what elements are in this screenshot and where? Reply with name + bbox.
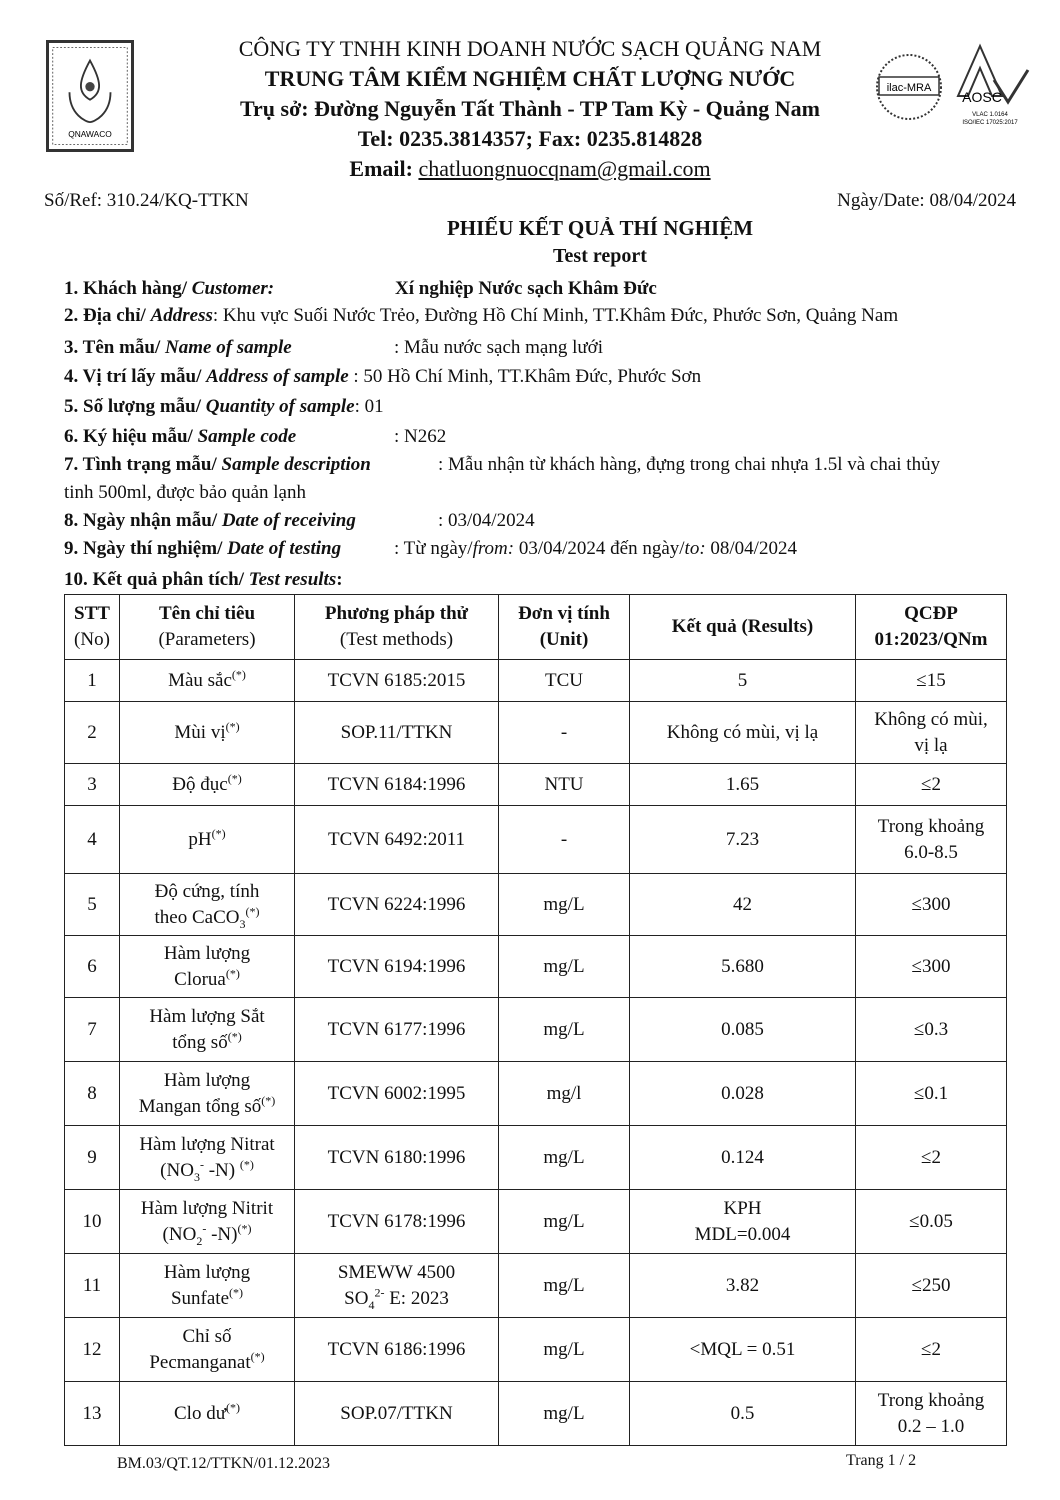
row-no [65, 1382, 120, 1446]
standard-value: Trong khoảng [877, 1389, 985, 1411]
row-no-value: 6 [87, 955, 97, 977]
param-cell [120, 998, 295, 1062]
standard-cell [856, 806, 1007, 874]
unit-cell [499, 660, 630, 702]
param-name: Hàm lượng Nitrit [140, 1197, 274, 1219]
method-part: SO [344, 1287, 369, 1309]
table-row [65, 1382, 1007, 1446]
col-unit-header: Đơn vị tính (Unit) [499, 595, 630, 660]
row-no [65, 1254, 120, 1318]
param-name-line2: Mangan tổng số [138, 1095, 262, 1117]
table-row [65, 998, 1007, 1062]
svg-text:ilac-MRA: ilac-MRA [886, 82, 932, 94]
result-value: 5 [737, 669, 748, 691]
param-cell [120, 1126, 295, 1190]
row-no [65, 936, 120, 998]
param-name-part: (NO [160, 1159, 194, 1181]
customer-line [64, 278, 657, 300]
standard-value-line2: 0.2 – 1.0 [897, 1415, 965, 1437]
method-cell [295, 874, 499, 936]
superscript: - [202, 1221, 207, 1236]
svg-text:VLAC 1.0164: VLAC 1.0164 [972, 112, 1008, 118]
unit-value: mg/L [543, 955, 585, 977]
accredited-mark: (*) [237, 1221, 252, 1236]
sample-description-line2: tinh 500ml, được bảo quản lạnh [64, 482, 306, 503]
param-name: Độ cứng, tính [154, 880, 260, 902]
method-cell [295, 806, 499, 874]
result-value: 5.680 [721, 955, 764, 977]
company-header [150, 34, 910, 184]
method-cell [295, 1126, 499, 1190]
company-phone: Tel: 0235.3814357; Fax: 0235.814828 [357, 126, 703, 151]
method-name: TCVN 6194:1996 [327, 955, 466, 977]
result-value: 1.65 [725, 773, 760, 795]
method-cell [295, 936, 499, 998]
accredited-mark: (*) [229, 1285, 244, 1300]
param-cell [120, 660, 295, 702]
param-name: pH [188, 828, 212, 850]
col-standard-header: QCĐP 01:2023/QNm [856, 595, 1007, 660]
param-name-line2: tổng số [172, 1031, 228, 1053]
standard-value: ≤300 [911, 893, 951, 915]
accredited-mark: (*) [261, 1093, 276, 1108]
method-cell [295, 1382, 499, 1446]
quantity-label: 5. Số lượng mẫu/ [64, 396, 206, 417]
sample-name-value: : Mẫu nước sạch mạng lưới [394, 337, 604, 358]
unit-cell [499, 1318, 630, 1382]
result-cell [630, 806, 856, 874]
result-cell [630, 1126, 856, 1190]
unit-cell [499, 936, 630, 998]
row-no [65, 1126, 120, 1190]
param-name: Độ đục [172, 773, 228, 795]
method-cell [295, 1190, 499, 1254]
receiving-date-label-en: Date of receiving [221, 510, 356, 531]
table-row [65, 874, 1007, 936]
receiving-date-line [64, 510, 535, 532]
customer-label-en: Customer: [191, 278, 275, 299]
param-cell [120, 806, 295, 874]
sample-code-label-en: Sample code [197, 426, 297, 447]
testing-to-en: to: [684, 538, 706, 559]
table-row [65, 660, 1007, 702]
result-value: 0.124 [721, 1146, 764, 1168]
standard-value: ≤300 [911, 955, 951, 977]
customer-label: 1. Khách hàng/ [64, 278, 192, 299]
accredited-mark: (*) [225, 966, 240, 981]
standard-cell [856, 936, 1007, 998]
row-no-value: 2 [87, 721, 97, 743]
method-name: TCVN 6186:1996 [327, 1338, 466, 1360]
standard-value: ≤2 [921, 1338, 941, 1360]
unit-value: - [560, 828, 568, 850]
testing-date-value [394, 538, 797, 560]
table-row [65, 806, 1007, 874]
table-row [65, 702, 1007, 764]
testing-from-en: from: [472, 538, 515, 559]
standard-cell [856, 702, 1007, 764]
unit-cell [499, 1062, 630, 1126]
row-no-value: 12 [82, 1338, 102, 1360]
row-no [65, 660, 120, 702]
quantity-value: : 01 [354, 396, 384, 417]
company-email-line [150, 154, 910, 184]
sample-name-line [64, 337, 604, 359]
param-name: Chỉ số [182, 1325, 232, 1347]
ilac-mra-logo [873, 45, 945, 129]
method-cell [295, 1318, 499, 1382]
method-name: SOP.07/TTKN [340, 1402, 453, 1424]
accredited-mark: (*) [211, 826, 226, 841]
standard-cell [856, 874, 1007, 936]
table-row [65, 1062, 1007, 1126]
method-cell [295, 764, 499, 806]
accredited-mark: (*) [227, 771, 242, 786]
row-no-value: 8 [87, 1082, 97, 1104]
table-row [65, 1126, 1007, 1190]
unit-value: mg/L [543, 1338, 585, 1360]
param-name: Hàm lượng [163, 1069, 251, 1091]
testing-date-line [64, 538, 797, 560]
company-name: CÔNG TY TNHH KINH DOANH NƯỚC SẠCH QUẢNG NAM [238, 36, 822, 61]
standard-cell [856, 660, 1007, 702]
testing-date-label-en: Date of testing [227, 538, 342, 559]
results-colon: : [336, 569, 343, 590]
aosc-accreditation-logo [950, 40, 1032, 130]
unit-cell [499, 874, 630, 936]
subscript: 2 [196, 1233, 203, 1248]
param-name-line2: Clorua [174, 968, 226, 990]
param-name-part: -N) [206, 1223, 238, 1245]
row-no-value: 7 [87, 1018, 97, 1040]
row-no-value: 4 [87, 828, 97, 850]
param-name: Hàm lượng [163, 942, 251, 964]
row-no-value: 13 [82, 1402, 102, 1424]
result-value: 0.085 [721, 1018, 764, 1040]
unit-cell [499, 764, 630, 806]
standard-cell [856, 1382, 1007, 1446]
standard-value: Không có mùi, [874, 708, 988, 730]
param-name: Hàm lượng [163, 1261, 251, 1283]
unit-cell [499, 1382, 630, 1446]
row-no-value: 10 [82, 1210, 102, 1232]
company-logo [46, 40, 134, 152]
sample-location-value: : 50 Hồ Chí Minh, TT.Khâm Đức, Phước Sơn [353, 366, 702, 387]
sample-code-value: : N262 [394, 426, 447, 447]
row-no [65, 874, 120, 936]
row-no-value: 11 [82, 1274, 102, 1296]
param-name: Mùi vị [174, 721, 226, 743]
report-title-en: Test report [553, 245, 647, 267]
address-value: : Khu vực Suối Nước Trẻo, Đường Hồ Chí Minh, TT.Khâm Đức, Phước Sơn, Quảng Nam [212, 305, 899, 326]
sample-location-line [64, 366, 701, 388]
param-name: Hàm lượng Nitrat [139, 1133, 275, 1155]
results-table [64, 594, 1007, 1446]
standard-value-line2: vị lạ [914, 734, 948, 756]
unit-value: mg/L [543, 1402, 585, 1424]
unit-value: mg/L [543, 1210, 585, 1232]
standard-cell [856, 1126, 1007, 1190]
reference-number: Số/Ref: 310.24/KQ-TTKN [44, 190, 249, 211]
param-cell [120, 874, 295, 936]
standard-cell [856, 1318, 1007, 1382]
sample-code-label: 6. Ký hiệu mẫu/ [64, 426, 198, 447]
method-name: TCVN 6224:1996 [327, 893, 466, 915]
unit-cell [499, 1126, 630, 1190]
result-cell [630, 936, 856, 998]
param-cell [120, 702, 295, 764]
sample-description-value: : Mẫu nhận từ khách hàng, đựng trong chai nhựa 1.5l và chai thủy [438, 454, 941, 475]
standard-cell [856, 1254, 1007, 1318]
table-row [65, 764, 1007, 806]
receiving-date-label: 8. Ngày nhận mẫu/ [64, 510, 222, 531]
testing-from-date: 03/04/2024 đến ngày/ [514, 538, 685, 559]
result-cell [630, 1254, 856, 1318]
customer-value: Xí nghiệp Nước sạch Khâm Đức [395, 278, 657, 299]
results-label-en: Test results [248, 569, 337, 590]
col-result-header: Kết quả (Results) [630, 595, 856, 660]
quantity-line [64, 396, 384, 418]
method-name: TCVN 6177:1996 [327, 1018, 466, 1040]
param-cell [120, 764, 295, 806]
unit-value: mg/L [543, 1274, 585, 1296]
subscript: 3 [193, 1169, 200, 1184]
row-no-value: 9 [87, 1146, 97, 1168]
unit-cell [499, 1254, 630, 1318]
unit-cell [499, 702, 630, 764]
result-value: 7.23 [725, 828, 760, 850]
testing-to-date: 08/04/2024 [705, 538, 797, 559]
table-row [65, 1318, 1007, 1382]
email-link[interactable]: chatluongnuocqnam@gmail.com [418, 156, 711, 181]
param-cell [120, 1190, 295, 1254]
method-cell [295, 998, 499, 1062]
unit-value: mg/L [543, 1146, 585, 1168]
method-cell [295, 1062, 499, 1126]
standard-cell [856, 1190, 1007, 1254]
row-no-value: 1 [87, 669, 97, 691]
sample-code-line [64, 426, 447, 448]
row-no [65, 998, 120, 1062]
standard-value: ≤0.05 [909, 1210, 953, 1232]
superscript: - [199, 1157, 204, 1172]
subscript: 4 [368, 1297, 375, 1312]
table-row [65, 1254, 1007, 1318]
table-header-row [65, 595, 1007, 660]
sample-location-label: 4. Vị trí lấy mẫu/ [64, 366, 207, 387]
address-label-en: Address [150, 305, 213, 326]
unit-cell [499, 1190, 630, 1254]
method-name: SOP.11/TTKN [340, 721, 453, 743]
param-name-line2: Sunfate [170, 1287, 230, 1309]
report-title: PHIẾU KẾT QUẢ THÍ NGHIỆM [446, 216, 754, 240]
result-value: 0.028 [721, 1082, 764, 1104]
row-no-value: 5 [87, 893, 97, 915]
param-name-part: -N) [203, 1159, 240, 1181]
method-name: TCVN 6184:1996 [327, 773, 466, 795]
param-name-line2: Pecmanganat [149, 1351, 251, 1373]
standard-value: ≤2 [921, 1146, 941, 1168]
param-name-line2: theo CaCO [154, 906, 240, 928]
results-label: 10. Kết quả phân tích/ [64, 569, 249, 590]
row-no [65, 1190, 120, 1254]
method-cell [295, 1254, 499, 1318]
result-cell [630, 1062, 856, 1126]
standard-value: ≤2 [921, 773, 941, 795]
table-row [65, 936, 1007, 998]
unit-value: NTU [544, 773, 584, 795]
result-cell [630, 998, 856, 1062]
receiving-date-value: : 03/04/2024 [438, 510, 535, 531]
svg-text:QNAWACO: QNAWACO [68, 129, 112, 139]
param-cell [120, 1382, 295, 1446]
standard-cell [856, 1062, 1007, 1126]
standard-value: ≤0.3 [913, 1018, 949, 1040]
param-name: Hàm lượng Sắt [149, 1005, 265, 1027]
unit-cell [499, 998, 630, 1062]
report-date: Ngày/Date: 08/04/2024 [837, 190, 1016, 211]
testing-date-label: 9. Ngày thí nghiệm/ [64, 538, 228, 559]
svg-text:ISO/IEC 17025:2017: ISO/IEC 17025:2017 [962, 120, 1018, 126]
sample-description-label-en: Sample description [221, 454, 371, 475]
param-name-part: (NO [162, 1223, 197, 1245]
param-cell [120, 1318, 295, 1382]
sample-location-label-en: Address of sample [206, 366, 349, 387]
address-label: 2. Địa chỉ/ [64, 305, 151, 326]
subscript: 3 [239, 916, 246, 931]
row-no [65, 1318, 120, 1382]
result-value-line2: MDL=0.004 [694, 1223, 791, 1245]
results-heading [64, 569, 343, 591]
sample-name-label-en: Name of sample [165, 337, 292, 358]
row-no [65, 1062, 120, 1126]
unit-value: mg/L [543, 1018, 585, 1040]
result-cell [630, 1382, 856, 1446]
param-name: Clo dư [174, 1402, 226, 1424]
result-value: 3.82 [725, 1274, 760, 1296]
row-no-value: 3 [87, 773, 97, 795]
method-name: TCVN 6178:1996 [327, 1210, 466, 1232]
param-cell [120, 1254, 295, 1318]
sample-name-label: 3. Tên mẫu/ [64, 337, 166, 358]
result-value: 42 [733, 893, 752, 915]
page-number: Trang 1 / 2 [846, 1452, 917, 1469]
unit-value: mg/l [546, 1082, 582, 1104]
result-value: 0.5 [730, 1402, 755, 1424]
results-table-body [65, 660, 1007, 1446]
col-no-header: STT (No) [65, 595, 120, 660]
method-name: TCVN 6002:1995 [327, 1082, 466, 1104]
result-cell [630, 874, 856, 936]
superscript: 2- [374, 1285, 385, 1300]
address-line [64, 305, 898, 327]
standard-value-line2: 6.0-8.5 [904, 841, 958, 863]
result-cell [630, 702, 856, 764]
unit-value: mg/L [543, 893, 585, 915]
result-cell [630, 1318, 856, 1382]
row-no [65, 702, 120, 764]
param-cell [120, 936, 295, 998]
row-no [65, 764, 120, 806]
quantity-label-en: Quantity of sample [205, 396, 355, 417]
row-no [65, 806, 120, 874]
sample-description-line [64, 454, 941, 476]
result-cell [630, 1190, 856, 1254]
result-cell [630, 764, 856, 806]
result-value: <MQL = 0.51 [689, 1338, 796, 1360]
standard-value: Trong khoảng [877, 815, 985, 837]
company-address: Trụ sở: Đường Nguyễn Tất Thành - TP Tam Kỳ - Quảng Nam [240, 96, 820, 121]
method-name: TCVN 6180:1996 [327, 1146, 466, 1168]
accredited-mark: (*) [227, 1029, 242, 1044]
accredited-mark: (*) [250, 1349, 265, 1364]
accredited-mark: (*) [226, 1400, 240, 1415]
accredited-mark: (*) [225, 719, 240, 734]
unit-value: TCU [545, 669, 583, 691]
standard-value: ≤250 [911, 1274, 951, 1296]
method-part: E: 2023 [384, 1287, 449, 1309]
method-name: TCVN 6492:2011 [327, 828, 466, 850]
param-cell [120, 1062, 295, 1126]
standard-cell [856, 764, 1007, 806]
col-param-header: Tên chỉ tiêu (Parameters) [120, 595, 295, 660]
standard-value: ≤15 [916, 669, 946, 691]
standard-cell [856, 998, 1007, 1062]
table-row [65, 1190, 1007, 1254]
result-value: KPH [723, 1197, 762, 1219]
result-value: Không có mùi, vị lạ [666, 721, 819, 743]
standard-value: ≤0.1 [913, 1082, 949, 1104]
method-name: TCVN 6185:2015 [327, 669, 466, 691]
accredited-mark: (*) [239, 1157, 254, 1172]
unit-value: - [560, 721, 568, 743]
accredited-mark: (*) [231, 667, 246, 682]
param-name: Màu sắc [168, 669, 232, 691]
unit-cell [499, 806, 630, 874]
center-name: TRUNG TÂM KIỂM NGHIỆM CHẤT LƯỢNG NƯỚC [264, 66, 796, 91]
result-cell [630, 660, 856, 702]
col-method-header: Phương pháp thử (Test methods) [295, 595, 499, 660]
form-code: BM.03/QT.12/TTKN/01.12.2023 [117, 1455, 331, 1472]
email-label: Email: [349, 156, 419, 181]
method-cell [295, 702, 499, 764]
accredited-mark: (*) [245, 904, 260, 919]
sample-description-label: 7. Tình trạng mẫu/ [64, 454, 222, 475]
svg-text:AOSC: AOSC [962, 89, 1002, 105]
testing-from-prefix: : Từ ngày/ [394, 538, 473, 559]
method-name: SMEWW 4500 [337, 1261, 456, 1283]
method-cell [295, 660, 499, 702]
